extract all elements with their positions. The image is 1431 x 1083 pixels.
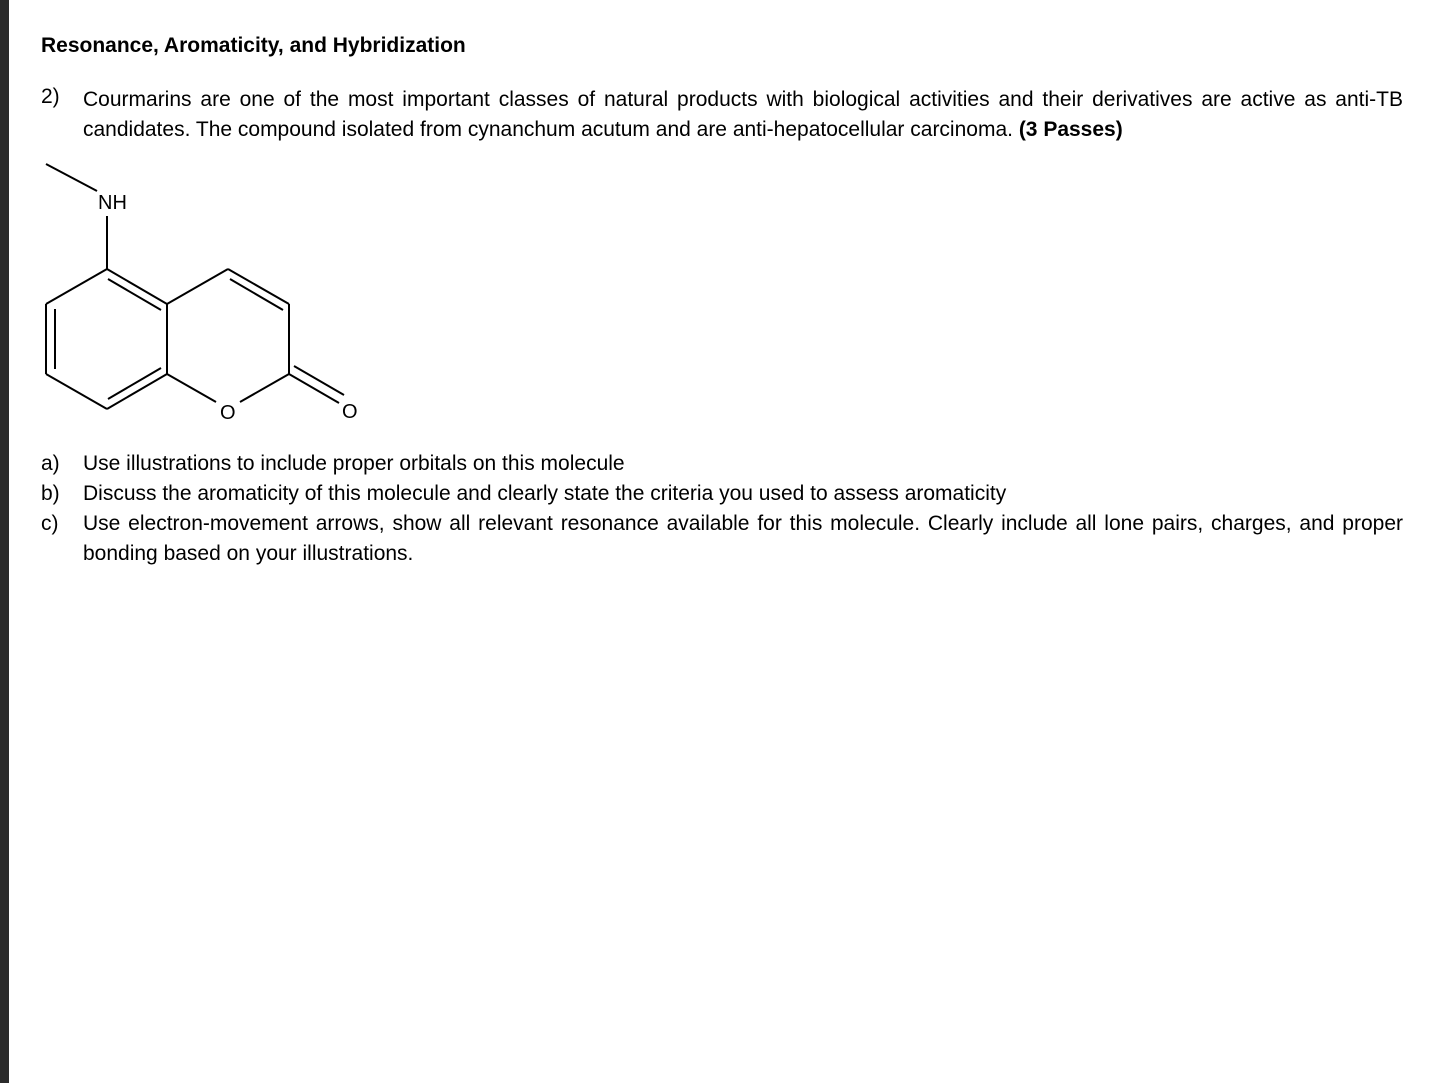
part-a-label: a) [41,452,60,475]
bond-c2-o1 [240,374,289,402]
question-points: (3 Passes) [1018,118,1123,141]
bond-c8a-c8-inner [108,368,161,399]
question-text [83,85,1403,145]
part-c-text: Use electron-movement arrows, show all relevant resonance available for this molecule. Clearly include all lone pairs, charges, and proper bonding based on your illustrations. [83,512,1403,565]
part-b [41,479,1403,509]
bond-c6-c5 [46,269,107,304]
bond-c5-c4a-inner [108,279,161,310]
bond-c4-c3-inner [230,279,283,310]
ring-oxygen-label: O [220,402,236,424]
part-c-label: c) [41,512,59,535]
bond-c8a-c8 [107,374,167,409]
document-page [9,0,1431,1083]
question-number: 2) [41,85,60,108]
part-c [41,509,1403,569]
bond-o1-c8a [167,374,216,402]
part-a [41,449,1403,479]
bond-methyl-n [46,164,97,191]
coumarin-structure [9,150,389,440]
bond-c4a-c4 [167,269,228,304]
nh-label: NH [98,192,127,214]
section-heading: Resonance, Aromaticity, and Hybridization [41,34,466,57]
part-a-text: Use illustrations to include proper orbitals on this molecule [83,452,625,475]
bond-c4-c3 [228,269,289,304]
question-parts [41,449,1403,569]
window-left-edge [0,0,9,1083]
bond-c8-c7 [46,374,107,409]
bond-c5-c4a [107,269,167,304]
part-b-text: Discuss the aromaticity of this molecule and clearly state the criteria you used to assess aromaticity [83,482,1007,505]
carbonyl-oxygen-label: O [342,401,358,423]
part-b-label: b) [41,482,60,505]
question-body: Courmarins are one of the most important classes of natural products with biological activities and their derivatives are active as anti-TB candidates. The compound isolated from cynanchum acutum and are anti-hepatocellular carcinoma. [83,88,1403,141]
